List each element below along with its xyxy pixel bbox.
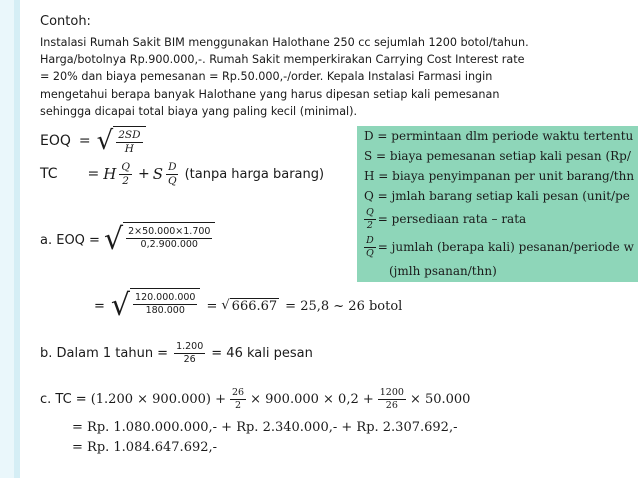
calc-a-radical1 — [104, 222, 216, 258]
calc-c-f1-den: 2 — [235, 399, 242, 411]
paragraph-line: Harga/botolnya Rp.900.000,-. Rumah Sakit memperkirakan Carrying Cost Interest rate — [40, 53, 525, 67]
calc-b-fraction — [174, 342, 205, 364]
calc-a-radicand1 — [123, 222, 215, 258]
calc-c-part1: (1.200 × 900.000) + — [90, 391, 227, 407]
calc-b-line — [40, 342, 313, 364]
calc-a-fraction1 — [126, 227, 212, 249]
calc-c-f1-num: 26 — [232, 387, 245, 398]
calc-c-f2-num: 1200 — [379, 387, 404, 398]
calc-b-num: 1.200 — [176, 341, 204, 352]
equals-sign: = — [87, 166, 100, 182]
legend-dq-den: Q — [366, 247, 374, 259]
eoq-fraction — [116, 130, 142, 154]
eoq-denominator: H — [124, 142, 134, 155]
calc-a-label: a. EOQ = — [40, 232, 100, 248]
eoq-formula — [40, 126, 146, 156]
calc-c-label: c. TC = — [40, 391, 87, 407]
calc-b-result: = 46 kali pesan — [211, 345, 313, 361]
left-decorative-strip — [0, 0, 20, 478]
calc-a-num2: 120.000.000 — [135, 292, 196, 303]
tc-d: D — [168, 161, 177, 173]
tc-q: Q — [121, 161, 130, 173]
heading: Contoh: — [40, 14, 91, 29]
tc-s: S — [152, 165, 163, 183]
calc-c-f2-den: 26 — [385, 399, 398, 411]
legend-dq-sub: (jmlh psanan/thn) — [389, 264, 497, 278]
eoq-radical — [97, 126, 146, 156]
eoq-numerator: 2SD — [118, 129, 141, 141]
legend-d: D = permintaan dlm periode waktu tertentu — [364, 129, 634, 143]
tc-formula — [40, 162, 324, 186]
tc-d-over-q — [166, 162, 179, 186]
sqrt-symbol: √ — [221, 298, 230, 313]
paragraph-line: mengetahui berapa banyak Halothane yang harus dipesan setiap kali pemesanan — [40, 87, 500, 101]
sqrt-symbol: √ — [96, 126, 114, 156]
paragraph-line: sehingga dicapai total biaya yang paling kecil (minimal). — [40, 104, 358, 118]
equals-sign: = — [78, 133, 91, 149]
calc-a-radical2 — [111, 288, 201, 324]
tc-h: H — [103, 165, 117, 183]
calc-a-line2 — [94, 288, 402, 324]
legend-dq-fraction — [364, 236, 376, 258]
calc-c-line2: = Rp. 1.080.000.000,- + Rp. 2.340.000,- + Rp. 2.307.692,- — [72, 420, 458, 435]
calc-c-part3: × 50.000 — [409, 391, 471, 407]
paragraph-line: = 20% dan biaya pemesanan = Rp.50.000,-/order. Kepala Instalasi Farmasi ingin — [40, 70, 493, 84]
legend-h: H = biaya penyimpanan per unit barang/thn — [364, 169, 635, 183]
calc-c-fraction1 — [230, 388, 246, 410]
eoq-label: EOQ — [40, 133, 71, 149]
tc-label: TC — [40, 166, 58, 182]
legend-q: Q = jmlah barang setiap kali pesan (unit/pe — [364, 189, 630, 203]
tc-q-over-2 — [119, 162, 132, 186]
problem-paragraph — [40, 34, 615, 120]
calc-a-den2: 180.000 — [145, 304, 185, 316]
calc-a-fraction2 — [133, 293, 197, 315]
tc-q-den: Q — [167, 174, 177, 187]
legend-dq-num: D — [366, 235, 374, 246]
legend-q2-fraction — [364, 208, 376, 230]
legend-q2-den: 2 — [366, 219, 373, 231]
plus-sign: + — [137, 166, 150, 182]
legend-dq-text: = jumlah (berapa kali) pesanan/periode w — [377, 240, 634, 254]
calc-b-label: b. Dalam 1 tahun = — [40, 345, 169, 361]
calc-a-sqrt-radicand: 666.67 — [231, 299, 278, 314]
legend-box — [357, 126, 638, 282]
tc-note: (tanpa harga barang) — [184, 166, 325, 182]
tc-two: 2 — [122, 174, 129, 187]
legend-q2-text: = persediaan rata – rata — [377, 212, 527, 226]
legend-s: S = biaya pemesanan setiap kali pesan (Rp/ — [364, 149, 631, 163]
legend-q-over-2 — [364, 208, 526, 230]
calc-a-result: = 25,8 ~ 26 botol — [285, 298, 403, 314]
calc-c-fraction2 — [378, 388, 406, 410]
calc-c-line3: = Rp. 1.084.647.692,- — [72, 440, 218, 455]
equals-sign: = — [94, 298, 105, 314]
calc-b-den: 26 — [183, 353, 196, 365]
calc-c-part2: × 900.000 × 0,2 + — [250, 391, 374, 407]
sqrt-symbol: √ — [103, 222, 124, 257]
eoq-radicand — [113, 126, 145, 156]
calc-a-radicand2 — [130, 288, 200, 324]
sqrt-symbol: √ — [110, 288, 131, 323]
legend-q2-num: Q — [366, 207, 374, 218]
equals-sign: = — [206, 298, 218, 314]
calc-a-num1: 2×50.000×1.700 — [128, 226, 211, 237]
paragraph-line: Instalasi Rumah Sakit BIM menggunakan Halothane 250 cc sejumlah 1200 botol/tahun. — [40, 36, 529, 49]
calc-a-den1: 0,2.900.000 — [140, 238, 198, 250]
calc-c-line1 — [40, 388, 470, 410]
calc-a-sqrt-value — [221, 298, 279, 314]
calc-a-line1 — [40, 222, 215, 258]
legend-d-over-q — [364, 236, 634, 258]
